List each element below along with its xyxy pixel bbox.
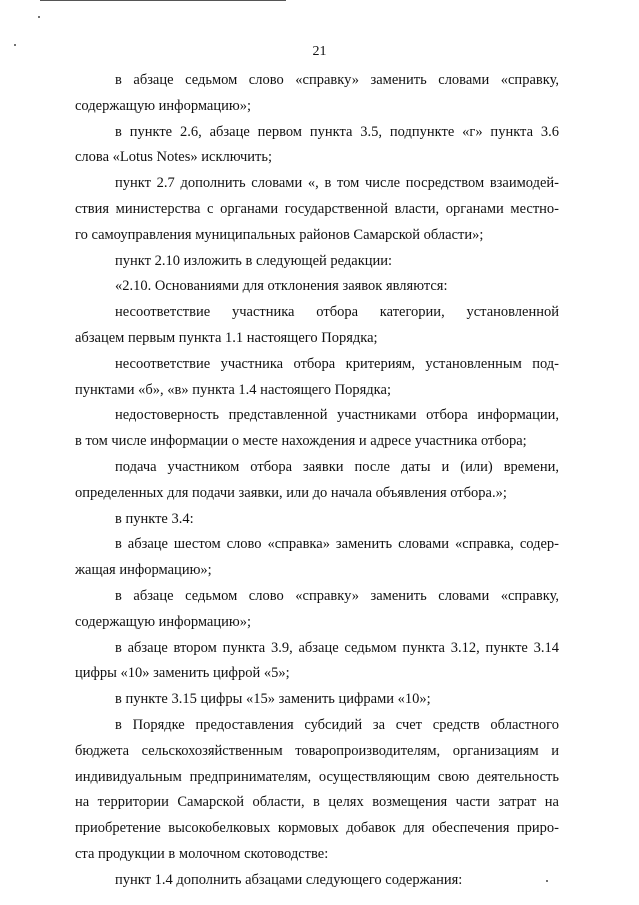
text-line: в пункте 2.6, абзаце первом пункта 3.5, подпункте «г» пункта 3.6 — [115, 123, 559, 140]
text-line: в абзаце шестом слово «справка» заменить словами «справка, содер- — [115, 536, 559, 553]
text-line: на территории Самарской области, в целях возмещения части затрат на — [75, 794, 559, 811]
text-line: цифры «10» заменить цифрой «5»; — [75, 665, 290, 682]
text-line: подача участником отбора заявки после даты и (или) времени, — [115, 458, 559, 475]
text-line: бюджета сельскохозяйственным товаропроизводителям, организациям и — [75, 742, 559, 759]
text-line: слова «Lotus Notes» исключить; — [75, 149, 273, 166]
text-line: несоответствие участника отбора категории, установленной — [115, 304, 559, 321]
text-line: в пункте 3.4: — [115, 510, 194, 527]
text-line: ствия министерства с органами государственной власти, органами местно- — [75, 200, 559, 217]
text-line: пункт 2.7 дополнить словами «, в том числе посредством взаимодей- — [115, 175, 559, 192]
text-line: ста продукции в молочном скотоводстве: — [75, 845, 329, 862]
text-line: пункт 1.4 дополнить абзацами следующего содержания: — [115, 871, 463, 888]
text-line: содержащую информацию»; — [75, 613, 251, 630]
text-line: в пункте 3.15 цифры «15» заменить цифрами «10»; — [115, 691, 431, 708]
text-line: в абзаце седьмом слово «справку» заменить словами «справку, — [115, 72, 559, 88]
document-body — [75, 68, 559, 894]
text-line: пунктами «б», «в» пункта 1.4 настоящего Порядка; — [75, 381, 391, 398]
text-line: «2.10. Основаниями для отклонения заявок являются: — [115, 278, 448, 295]
page-number: 21 — [312, 44, 327, 59]
text-line: жащая информацию»; — [75, 562, 212, 579]
text-line: в том числе информации о месте нахождения и адресе участника отбора; — [75, 433, 527, 450]
text-line: содержащую информацию»; — [75, 97, 251, 114]
text-line: определенных для подачи заявки, или до начала объявления отбора.»; — [75, 484, 507, 501]
text-line: го самоуправления муниципальных районов Самарской области»; — [75, 226, 484, 243]
text-line: недостоверность представленной участниками отбора информации, — [115, 407, 559, 424]
text-line: индивидуальным предпринимателям, осуществляющим свою деятельность — [75, 768, 559, 785]
scan-top-rule — [40, 0, 286, 1]
scan-speck — [38, 16, 40, 18]
text-line: приобретение высокобелковых кормовых добавок для обеспечения приро- — [75, 820, 559, 837]
text-line: пункт 2.10 изложить в следующей редакции: — [115, 252, 393, 269]
text-line: в абзаце втором пункта 3.9, абзаце седьмом пункта 3.12, пункте 3.14 — [115, 639, 559, 656]
text-line: в абзаце седьмом слово «справку» заменить словами «справку, — [115, 587, 559, 604]
text-line: в Порядке предоставления субсидий за счет средств областного — [115, 716, 559, 733]
text-line: абзацем первым пункта 1.1 настоящего Порядка; — [75, 329, 378, 346]
text-line: несоответствие участника отбора критериям, установленным под- — [115, 355, 559, 372]
